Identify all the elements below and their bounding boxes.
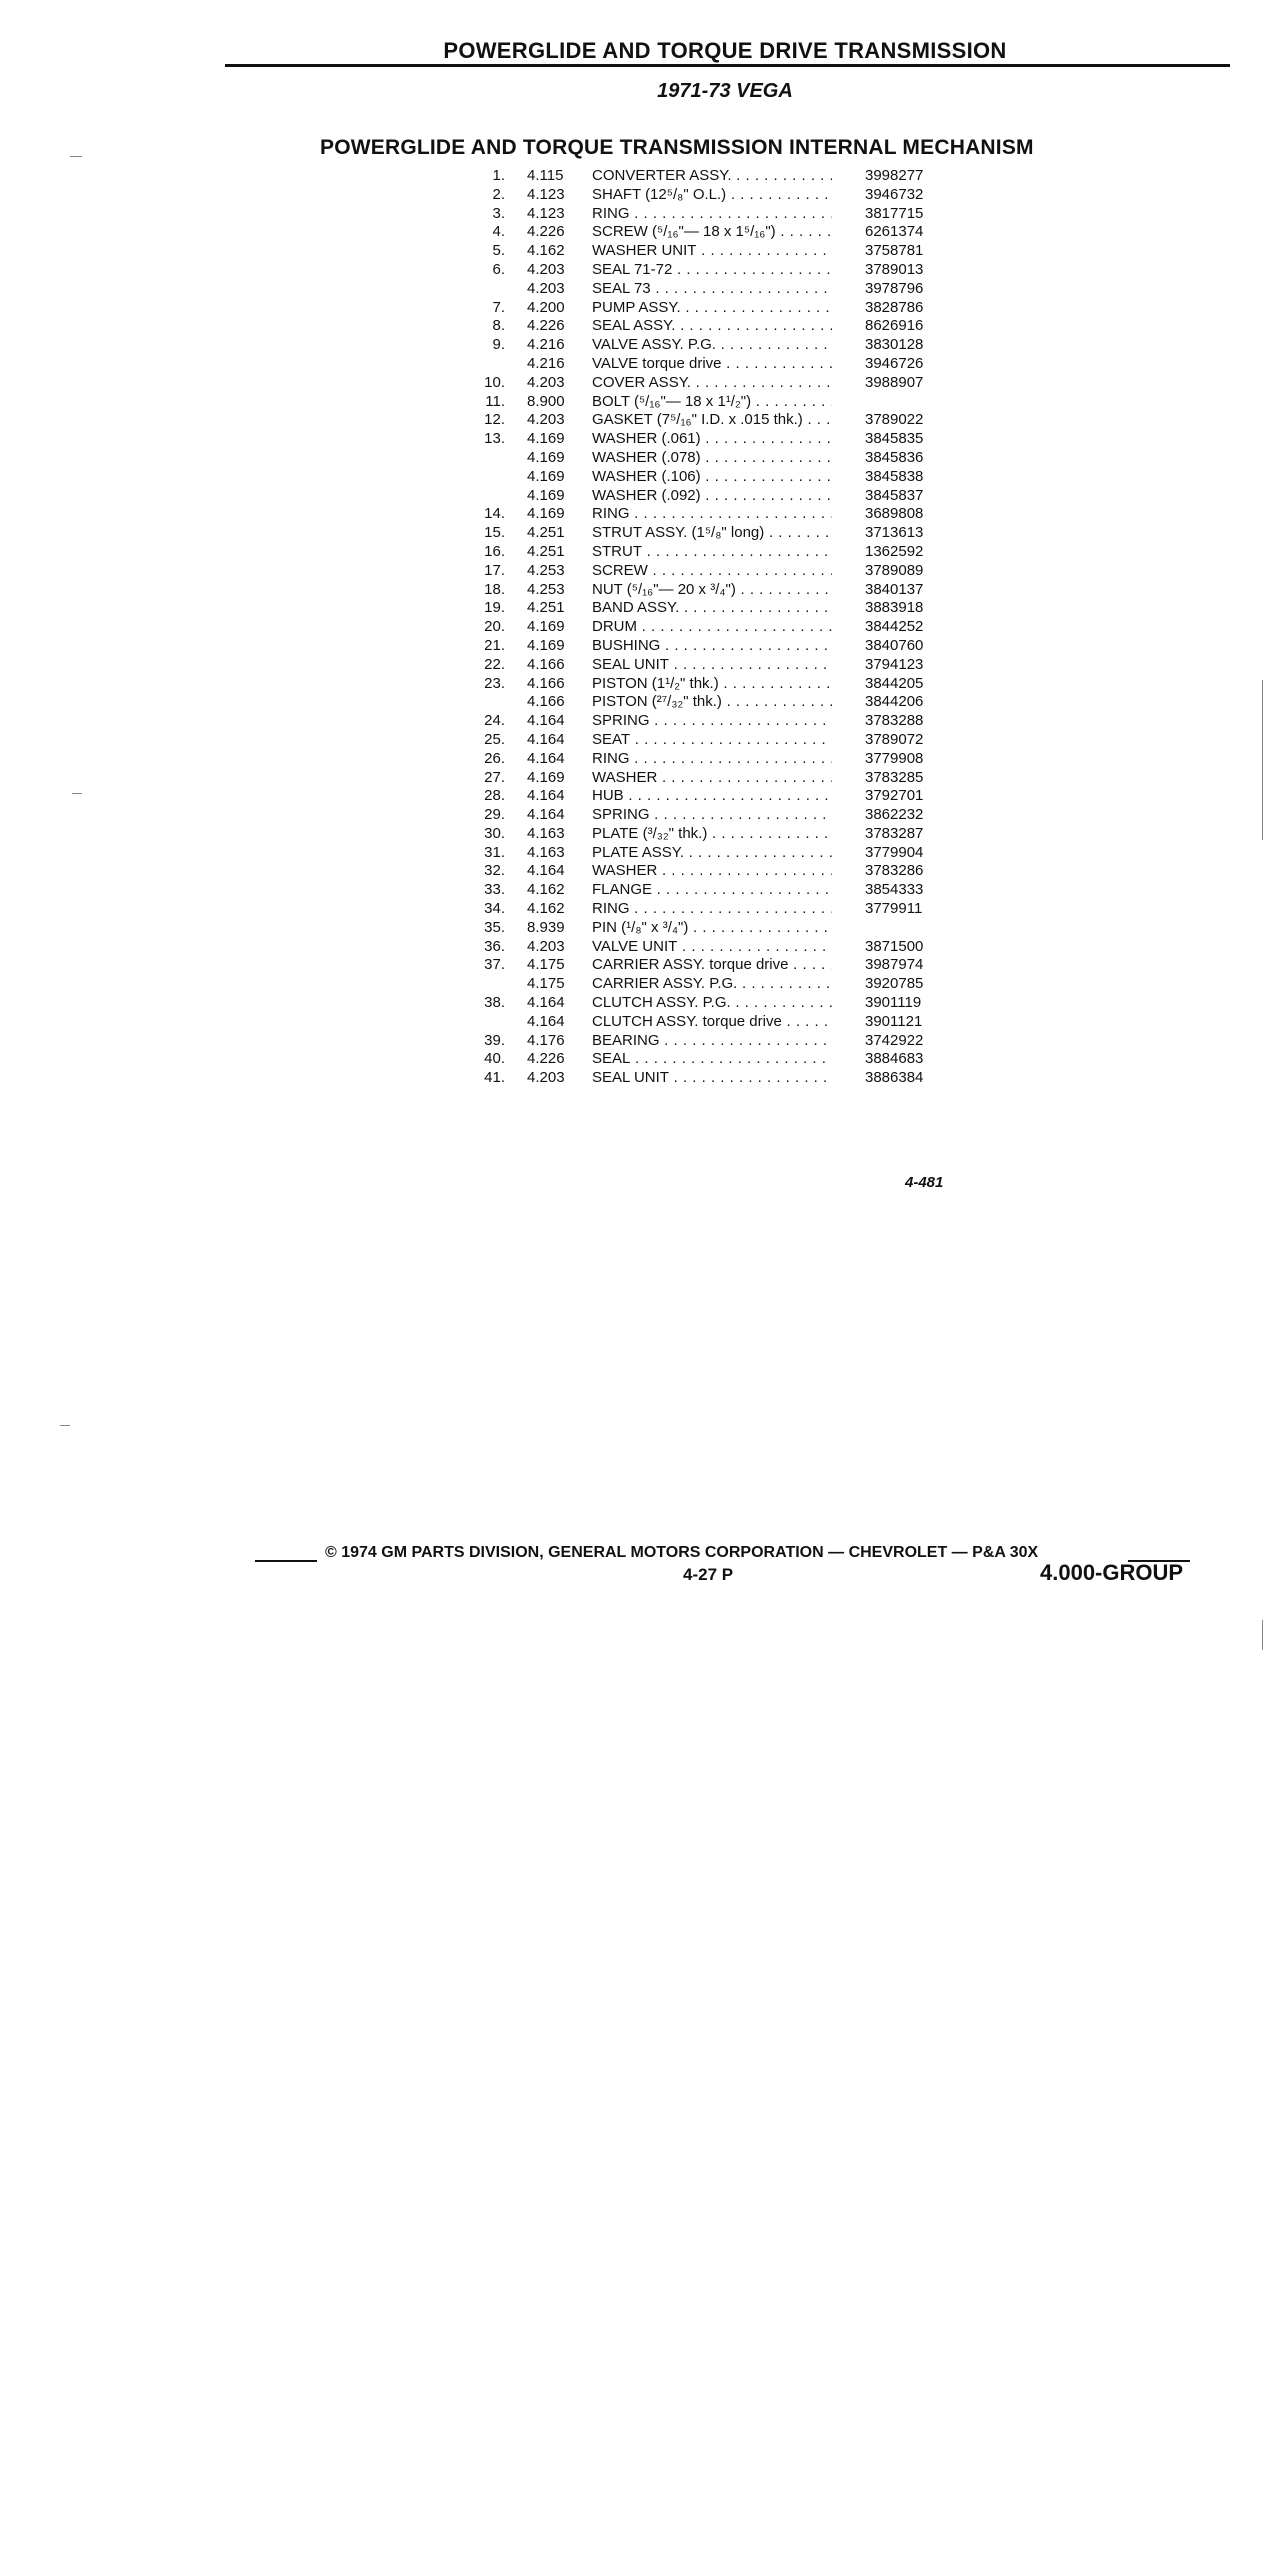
- item-number: 21.: [484, 636, 505, 654]
- part-description: WASHER (.106) . . .: [592, 468, 832, 487]
- parts-row: [460, 543, 980, 562]
- part-description: PLATE ASSY. . . .: [592, 844, 832, 863]
- part-description: CONVERTER ASSY. . . .: [592, 167, 832, 186]
- part-number: 3844252: [865, 618, 924, 636]
- parts-row: [460, 223, 980, 242]
- part-number: 3783286: [865, 862, 924, 880]
- parts-row: [460, 487, 980, 506]
- part-description: DRUM . . .: [592, 618, 832, 637]
- part-number: 3779911: [865, 900, 923, 918]
- part-description: SEAL 73 . . .: [592, 280, 832, 299]
- group-number: 4.253: [527, 561, 565, 579]
- item-number: 6.: [492, 260, 505, 278]
- parts-row: [460, 731, 980, 750]
- scan-speck: [70, 156, 82, 157]
- item-number: 13.: [484, 430, 505, 448]
- part-number: 3789022: [865, 411, 924, 429]
- group-number: 4.169: [527, 618, 565, 636]
- parts-row: [460, 1069, 980, 1088]
- item-number: 19.: [484, 599, 505, 617]
- part-number: 3830128: [865, 336, 924, 354]
- part-description: PISTON (²⁷/₃₂" thk.) . . .: [592, 693, 832, 712]
- part-description: RING . . .: [592, 750, 832, 769]
- part-description: RING . . .: [592, 505, 832, 524]
- parts-row: [460, 994, 980, 1013]
- scan-speck: [60, 1425, 70, 1426]
- parts-row: [460, 712, 980, 731]
- group-number: 4.251: [527, 599, 565, 617]
- group-number: 4.175: [527, 975, 565, 993]
- part-description: RING . . .: [592, 900, 832, 919]
- part-number: 3946732: [865, 185, 924, 203]
- group-number: 4.164: [527, 749, 565, 767]
- part-description: WASHER . . .: [592, 862, 832, 881]
- item-number: 9.: [492, 336, 505, 354]
- group-number: 4.203: [527, 937, 565, 955]
- parts-row: [460, 787, 980, 806]
- part-number: 3789013: [865, 260, 924, 278]
- item-number: 41.: [484, 1069, 505, 1087]
- parts-row: [460, 205, 980, 224]
- parts-row: [460, 299, 980, 318]
- footer-page-number: 4-27 P: [683, 1565, 734, 1584]
- part-number: 3817715: [865, 204, 924, 222]
- part-number: 3987974: [865, 956, 924, 974]
- part-description: STRUT . . .: [592, 543, 832, 562]
- part-description: CLUTCH ASSY. torque drive . . .: [592, 1013, 832, 1032]
- item-number: 22.: [484, 655, 505, 673]
- part-number: 3901121: [865, 1012, 923, 1030]
- item-number: 16.: [484, 542, 505, 560]
- item-number: 37.: [484, 956, 505, 974]
- parts-row: [460, 769, 980, 788]
- part-description: SEAT . . .: [592, 731, 832, 750]
- item-number: 14.: [484, 505, 505, 523]
- part-description: SCREW (⁵/₁₆"— 18 x 1⁵/₁₆") . . .: [592, 223, 832, 242]
- group-number: 4.216: [527, 354, 565, 372]
- group-number: 4.115: [527, 167, 564, 184]
- footer-copyright: © 1974 GM PARTS DIVISION, GENERAL MOTORS CORPORATION — CHEVROLET — P&A 30X: [325, 1544, 1039, 1561]
- group-number: 4.169: [527, 486, 565, 504]
- part-number: 6261374: [865, 223, 924, 241]
- parts-row: [460, 862, 980, 881]
- group-number: 8.939: [527, 918, 565, 936]
- group-number: 4.164: [527, 806, 565, 824]
- scan-speck: [1262, 1620, 1263, 1650]
- group-number: 4.203: [527, 1069, 565, 1087]
- group-number: 4.166: [527, 674, 565, 692]
- part-description: VALVE ASSY. P.G. . . .: [592, 336, 832, 355]
- group-number: 4.164: [527, 1012, 565, 1030]
- footer-group-label: 4.000-GROUP: [1040, 1560, 1184, 1585]
- item-number: 10.: [484, 373, 505, 391]
- part-description: STRUT ASSY. (1⁵/₈" long) . . .: [592, 524, 832, 543]
- part-description: VALVE UNIT . . .: [592, 938, 832, 957]
- part-number: 3920785: [865, 975, 924, 993]
- parts-row: [460, 430, 980, 449]
- group-number: 4.163: [527, 824, 565, 842]
- part-description: VALVE torque drive . . .: [592, 355, 832, 374]
- group-number: 4.175: [527, 956, 565, 974]
- item-number: 35.: [484, 918, 505, 936]
- parts-row: [460, 975, 980, 994]
- part-description: SEAL . . .: [592, 1050, 832, 1069]
- item-number: 34.: [484, 900, 505, 918]
- parts-row: [460, 637, 980, 656]
- part-number: 3883918: [865, 599, 924, 617]
- parts-row: [460, 675, 980, 694]
- group-number: 4.162: [527, 881, 565, 899]
- group-number: 4.251: [527, 524, 565, 542]
- header-rule: [225, 64, 1230, 67]
- part-description: SEAL ASSY. . . .: [592, 317, 832, 336]
- item-number: 39.: [484, 1031, 505, 1049]
- part-description: COVER ASSY. . . .: [592, 374, 832, 393]
- part-number: 3978796: [865, 279, 924, 297]
- group-number: 4.123: [527, 204, 565, 222]
- parts-row: [460, 449, 980, 468]
- group-number: 4.164: [527, 730, 565, 748]
- group-number: 8.900: [527, 392, 565, 410]
- part-description: BEARING . . .: [592, 1032, 832, 1051]
- parts-row: [460, 280, 980, 299]
- group-number: 4.166: [527, 655, 565, 673]
- group-number: 4.216: [527, 336, 565, 354]
- parts-row: [460, 750, 980, 769]
- part-number: 3792701: [865, 787, 924, 805]
- part-number: 3840137: [865, 580, 924, 598]
- item-number: 4.: [492, 223, 505, 241]
- group-number: 4.123: [527, 185, 565, 203]
- parts-row: [460, 881, 980, 900]
- item-number: 36.: [484, 937, 505, 955]
- group-number: 4.226: [527, 1050, 565, 1068]
- group-number: 4.169: [527, 430, 565, 448]
- group-number: 4.169: [527, 505, 565, 523]
- group-number: 4.253: [527, 580, 565, 598]
- part-description: GASKET (7⁵/₁₆" I.D. x .015 thk.) . . .: [592, 411, 832, 430]
- group-number: 4.176: [527, 1031, 565, 1049]
- part-number: 3789089: [865, 561, 924, 579]
- parts-row: [460, 956, 980, 975]
- part-number: 3871500: [865, 937, 924, 955]
- group-number: 4.226: [527, 223, 565, 241]
- group-number: 4.200: [527, 298, 565, 316]
- page-subtitle: 1971-73 VEGA: [657, 80, 793, 102]
- part-number: 3844205: [865, 674, 924, 692]
- group-number: 4.251: [527, 542, 565, 560]
- part-number: 3845835: [865, 430, 924, 448]
- item-number: 28.: [484, 787, 505, 805]
- item-number: 2.: [492, 185, 505, 203]
- part-description: WASHER (.092) . . .: [592, 487, 832, 506]
- part-number: 3783288: [865, 712, 924, 730]
- parts-list: [460, 167, 980, 1088]
- parts-row: [460, 317, 980, 336]
- group-number: 4.169: [527, 768, 565, 786]
- item-number: 20.: [484, 618, 505, 636]
- item-number: 24.: [484, 712, 505, 730]
- parts-row: [460, 167, 980, 186]
- part-number: 3840760: [865, 636, 924, 654]
- parts-row: [460, 186, 980, 205]
- part-description: SEAL UNIT . . .: [592, 1069, 832, 1088]
- parts-row: [460, 374, 980, 393]
- group-number: 4.169: [527, 636, 565, 654]
- part-number: 3713613: [865, 524, 924, 542]
- group-number: 4.162: [527, 242, 565, 260]
- group-number: 4.169: [527, 448, 565, 466]
- group-number: 4.164: [527, 787, 565, 805]
- part-number: 3689808: [865, 505, 924, 523]
- parts-row: [460, 1050, 980, 1069]
- parts-row: [460, 844, 980, 863]
- item-number: 18.: [484, 580, 505, 598]
- item-number: 29.: [484, 806, 505, 824]
- parts-row: [460, 599, 980, 618]
- part-description: SEAL UNIT . . .: [592, 656, 832, 675]
- part-number: 3779908: [865, 749, 924, 767]
- item-number: 38.: [484, 994, 505, 1012]
- parts-row: [460, 693, 980, 712]
- parts-row: [460, 336, 980, 355]
- parts-row: [460, 919, 980, 938]
- group-number: 4.203: [527, 260, 565, 278]
- part-number: 3998277: [865, 167, 924, 184]
- part-description: NUT (⁵/₁₆"— 20 x ³/₄") . . .: [592, 581, 832, 600]
- parts-row: [460, 505, 980, 524]
- parts-row: [460, 656, 980, 675]
- part-number: 3742922: [865, 1031, 924, 1049]
- group-number: 4.203: [527, 411, 565, 429]
- item-number: 27.: [484, 768, 505, 786]
- part-description: FLANGE . . .: [592, 881, 832, 900]
- item-number: 30.: [484, 824, 505, 842]
- item-number: 26.: [484, 749, 505, 767]
- part-number: 3783285: [865, 768, 924, 786]
- section-title: POWERGLIDE AND TORQUE TRANSMISSION INTERNAL MECHANISM: [320, 136, 1034, 159]
- parts-row: [460, 806, 980, 825]
- item-number: 7.: [492, 298, 505, 316]
- part-number: 3758781: [865, 242, 924, 260]
- part-description: CLUTCH ASSY. P.G. . . .: [592, 994, 832, 1013]
- item-number: 31.: [484, 843, 505, 861]
- part-description: SPRING . . .: [592, 712, 832, 731]
- scan-speck: [72, 793, 82, 794]
- illustration-page-ref: 4-481: [905, 1174, 944, 1191]
- group-number: 4.162: [527, 900, 565, 918]
- part-number: 3783287: [865, 824, 924, 842]
- group-number: 4.164: [527, 712, 565, 730]
- group-number: 4.169: [527, 467, 565, 485]
- footer-rule-left: [255, 1560, 317, 1562]
- part-description: RING . . .: [592, 205, 832, 224]
- parts-row: [460, 618, 980, 637]
- parts-row: [460, 938, 980, 957]
- item-number: 40.: [484, 1050, 505, 1068]
- part-description: SPRING . . .: [592, 806, 832, 825]
- parts-row: [460, 524, 980, 543]
- parts-row: [460, 411, 980, 430]
- group-number: 4.163: [527, 843, 565, 861]
- parts-row: [460, 261, 980, 280]
- group-number: 4.203: [527, 373, 565, 391]
- parts-row: [460, 825, 980, 844]
- part-description: CARRIER ASSY. P.G. . . .: [592, 975, 832, 994]
- item-number: 8.: [492, 317, 505, 335]
- part-description: PLATE (³/₃₂" thk.) . . .: [592, 825, 832, 844]
- part-number: 3988907: [865, 373, 924, 391]
- item-number: 32.: [484, 862, 505, 880]
- part-number: 3794123: [865, 655, 924, 673]
- parts-row: [460, 1032, 980, 1051]
- part-number: 3844206: [865, 693, 924, 711]
- part-number: 3845838: [865, 467, 924, 485]
- part-number: 3828786: [865, 298, 924, 316]
- part-number: 3779904: [865, 843, 924, 861]
- part-description: PIN (¹/₈" x ³/₄") . . .: [592, 919, 832, 938]
- part-number: 3845837: [865, 486, 924, 504]
- part-description: PUMP ASSY. . . .: [592, 299, 832, 318]
- parts-row: [460, 468, 980, 487]
- part-description: SEAL 71-72 . . .: [592, 261, 832, 280]
- part-number: 3862232: [865, 806, 924, 824]
- item-number: 1.: [492, 167, 505, 184]
- part-number: 3884683: [865, 1050, 924, 1068]
- part-number: 3854333: [865, 881, 924, 899]
- parts-row: [460, 562, 980, 581]
- parts-row: [460, 900, 980, 919]
- part-description: WASHER UNIT . . .: [592, 242, 832, 261]
- parts-row: [460, 581, 980, 600]
- part-description: HUB . . .: [592, 787, 832, 806]
- group-number: 4.203: [527, 279, 565, 297]
- part-description: BOLT (⁵/₁₆"— 18 x 1¹/₂") . . .: [592, 393, 832, 412]
- part-description: BUSHING . . .: [592, 637, 832, 656]
- part-description: CARRIER ASSY. torque drive . . .: [592, 956, 832, 975]
- part-number: 3886384: [865, 1069, 924, 1087]
- page-header-title: POWERGLIDE AND TORQUE DRIVE TRANSMISSION: [443, 38, 1007, 63]
- part-description: WASHER (.061) . . .: [592, 430, 832, 449]
- part-description: WASHER . . .: [592, 769, 832, 788]
- item-number: 12.: [484, 411, 505, 429]
- part-number: 3946726: [865, 354, 924, 372]
- group-number: 4.164: [527, 862, 565, 880]
- part-description: BAND ASSY. . . .: [592, 599, 832, 618]
- item-number: 25.: [484, 730, 505, 748]
- part-description: SCREW . . .: [592, 562, 832, 581]
- part-number: 3901119: [865, 994, 922, 1012]
- part-description: PISTON (1¹/₂" thk.) . . .: [592, 675, 832, 694]
- item-number: 11.: [485, 392, 505, 410]
- item-number: 33.: [484, 881, 505, 899]
- parts-row: [460, 393, 980, 412]
- part-description: WASHER (.078) . . .: [592, 449, 832, 468]
- part-number: 3789072: [865, 730, 924, 748]
- item-number: 15.: [484, 524, 505, 542]
- group-number: 4.164: [527, 994, 565, 1012]
- group-number: 4.166: [527, 693, 565, 711]
- item-number: 23.: [484, 674, 505, 692]
- part-number: 1362592: [865, 542, 924, 560]
- parts-row: [460, 242, 980, 261]
- scan-speck: [1262, 680, 1263, 840]
- parts-row: [460, 1013, 980, 1032]
- part-number: 3845836: [865, 448, 924, 466]
- parts-row: [460, 355, 980, 374]
- group-number: 4.226: [527, 317, 565, 335]
- item-number: 3.: [492, 204, 505, 222]
- part-description: SHAFT (12⁵/₈" O.L.) . . .: [592, 186, 832, 205]
- item-number: 17.: [484, 561, 505, 579]
- part-number: 8626916: [865, 317, 924, 335]
- item-number: 5.: [492, 242, 505, 260]
